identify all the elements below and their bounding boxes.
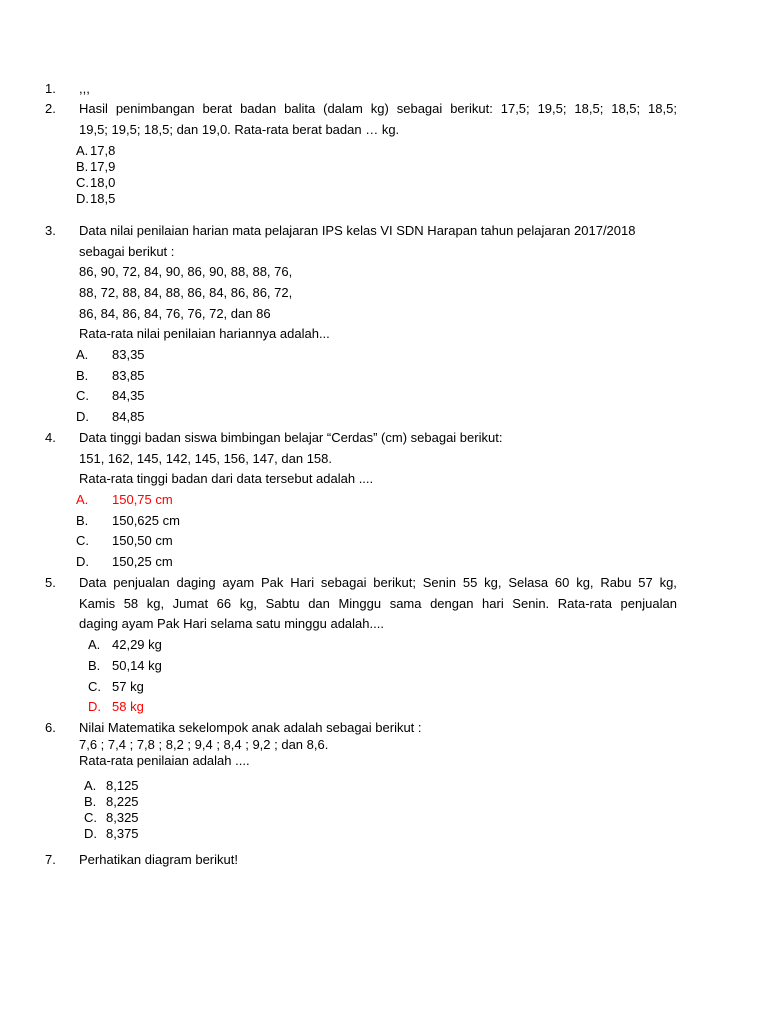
option-text: 8,225 [106, 794, 139, 809]
question-5-line-3: daging ayam Pak Hari selama satu minggu adalah.... [79, 616, 384, 631]
option-letter: B. [76, 513, 89, 528]
answer-option-text: 150,75 cm [112, 492, 173, 507]
question-3-line: sebagai berikut : [79, 244, 175, 259]
option-text: 8,375 [106, 826, 139, 841]
question-2-line-2: 19,5; 19,5; 18,5; dan 19,0. Rata-rata berat badan … kg. [79, 122, 400, 137]
option-letter: C. [84, 810, 97, 825]
option-text: 57 kg [112, 679, 144, 694]
option-text: 150,25 cm [112, 554, 173, 569]
option-text: 18,5 [90, 191, 116, 206]
question-7-text: Perhatikan diagram berikut! [79, 852, 238, 867]
option-text: 42,29 kg [112, 637, 162, 652]
option-text: 84,85 [112, 409, 145, 424]
option-letter: A. [84, 778, 97, 793]
option-text: 17,8 [90, 143, 116, 158]
option-letter: B. [84, 794, 97, 809]
option-text: 18,0 [90, 175, 116, 190]
question-3-line: 86, 84, 86, 84, 76, 76, 72, dan 86 [79, 306, 271, 321]
question-6-line: Nilai Matematika sekelompok anak adalah sebagai berikut : [79, 720, 422, 735]
question-2-number: 2. [45, 101, 56, 116]
question-5-line-1: Data penjualan daging ayam Pak Hari sebagai berikut; Senin 55 kg, Selasa 60 kg, Rabu 57 kg, [79, 575, 677, 590]
option-text: 17,9 [90, 159, 116, 174]
option-letter: A. [76, 347, 89, 362]
question-1-number: 1. [45, 81, 56, 96]
option-letter: D. [76, 554, 89, 569]
question-5-line-2: Kamis 58 kg, Jumat 66 kg, Sabtu dan Minggu sama dengan hari Senin. Rata-rata penjualan [79, 596, 677, 611]
option-letter: C. [76, 175, 89, 190]
option-letter: B. [76, 368, 89, 383]
question-5-number: 5. [45, 575, 56, 590]
option-text: 150,625 cm [112, 513, 180, 528]
option-letter: B. [76, 159, 89, 174]
option-letter: A. [88, 637, 101, 652]
question-4-line: 151, 162, 145, 142, 145, 156, 147, dan 158. [79, 451, 332, 466]
option-letter: D. [76, 191, 89, 206]
answer-option-text: 58 kg [112, 699, 144, 714]
option-text: 83,35 [112, 347, 145, 362]
question-3-line: 88, 72, 88, 84, 88, 86, 84, 86, 86, 72, [79, 285, 293, 300]
answer-option-letter: D. [88, 699, 101, 714]
question-2-line-1: Hasil penimbangan berat badan balita (dalam kg) sebagai berikut: 17,5; 19,5; 18,5; 18,5; 18,5; [79, 101, 677, 116]
answer-option-letter: A. [76, 492, 89, 507]
question-6-number: 6. [45, 720, 56, 735]
option-text: 150,50 cm [112, 533, 173, 548]
question-4-line: Rata-rata tinggi badan dari data tersebut adalah .... [79, 471, 374, 486]
question-3-number: 3. [45, 223, 56, 238]
question-3-line: Data nilai penilaian harian mata pelajaran IPS kelas VI SDN Harapan tahun pelajaran 2017/2018 [79, 223, 636, 238]
question-4-number: 4. [45, 430, 56, 445]
option-letter: A. [76, 143, 89, 158]
option-letter: C. [88, 679, 101, 694]
question-7-number: 7. [45, 852, 56, 867]
question-3-line: 86, 90, 72, 84, 90, 86, 90, 88, 88, 76, [79, 264, 293, 279]
option-letter: D. [84, 826, 97, 841]
option-text: 50,14 kg [112, 658, 162, 673]
option-letter: D. [76, 409, 89, 424]
question-6-line: 7,6 ; 7,4 ; 7,8 ; 8,2 ; 9,4 ; 8,4 ; 9,2 ; dan 8,6. [79, 737, 329, 752]
question-6-line: Rata-rata penilaian adalah .... [79, 753, 250, 768]
option-text: 8,325 [106, 810, 139, 825]
option-text: 8,125 [106, 778, 139, 793]
option-letter: C. [76, 388, 89, 403]
option-letter: B. [88, 658, 101, 673]
question-3-line: Rata-rata nilai penilaian hariannya adalah... [79, 326, 330, 341]
question-1-text: ,,, [79, 81, 90, 96]
option-text: 84,35 [112, 388, 145, 403]
question-4-line: Data tinggi badan siswa bimbingan belajar “Cerdas” (cm) sebagai berikut: [79, 430, 503, 445]
option-letter: C. [76, 533, 89, 548]
option-text: 83,85 [112, 368, 145, 383]
